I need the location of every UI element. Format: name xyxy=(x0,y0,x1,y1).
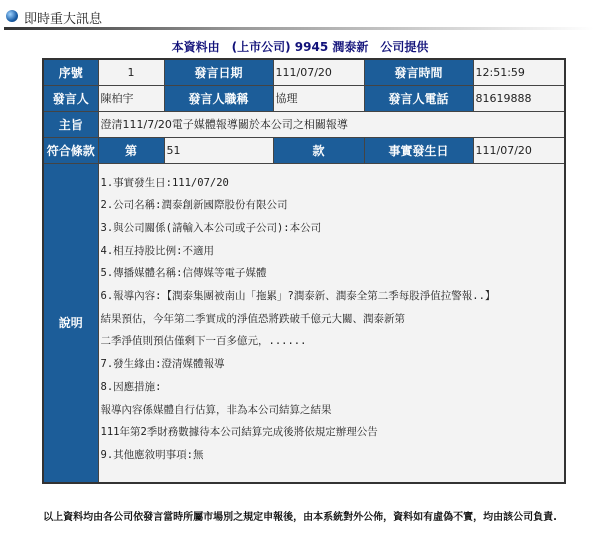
serial-label: 序號 xyxy=(43,59,98,85)
description-line: 8.因應措施: xyxy=(100,380,162,393)
table-row xyxy=(43,137,565,163)
announcement-table xyxy=(42,58,566,484)
event-date-value: 111/07/20 xyxy=(473,137,565,163)
table-row xyxy=(43,59,565,85)
description-line: 1.事實發生日:111/07/20 xyxy=(100,176,229,189)
clause-label: 符合條款 xyxy=(43,137,98,163)
description-line: 9.其他應敘明事項:無 xyxy=(100,448,204,461)
description-line: 5.傳播媒體名稱:信傳媒等電子媒體 xyxy=(100,267,267,280)
provider-subtitle: 本資料由 (上市公司) 9945 潤泰新 公司提供 xyxy=(171,40,429,54)
table-row xyxy=(43,85,565,111)
di-label: 第 xyxy=(98,137,164,163)
description-line: 7.發生緣由:澄清媒體報導 xyxy=(100,358,225,371)
phone-label: 發言人電話 xyxy=(364,85,473,111)
disclaimer-footer: 以上資料均由各公司依發言當時所屬市場別之規定申報後，由本系統對外公佈，資料如有虛偽不實，均由該公司負責. xyxy=(43,512,557,523)
subject-label: 主旨 xyxy=(43,111,98,137)
header-divider xyxy=(4,27,594,30)
phone-value: 81619888 xyxy=(473,85,565,111)
table-row xyxy=(43,163,565,483)
event-date-label: 事實發生日 xyxy=(364,137,473,163)
serial-value: 1 xyxy=(98,59,164,85)
description-line: 結果預估，今年第二季實成的淨值恐將跌破千億元大關、潤泰新第 xyxy=(100,312,405,325)
description-line: 報導內容係媒體自行估算，非為本公司結算之結果 xyxy=(100,403,332,416)
description-line: 4.相互持股比例:不適用 xyxy=(100,244,214,257)
description-line: 3.與公司關係(請輸入本公司或子公司):本公司 xyxy=(100,221,322,234)
description-label: 說明 xyxy=(43,163,98,483)
section-header xyxy=(4,6,594,30)
speaker-label: 發言人 xyxy=(43,85,98,111)
description-value xyxy=(98,163,565,483)
date-label: 發言日期 xyxy=(164,59,273,85)
description-line: 6.報導內容:【潤泰集團被南山「拖累」?潤泰新、潤泰全第二季每股淨值拉警報..】 xyxy=(100,290,496,303)
description-line: 2.公司名稱:潤泰創新國際股份有限公司 xyxy=(100,199,288,212)
description-line: 111年第2季財務數據待本公司結算完成後將依規定辦理公告 xyxy=(100,426,378,439)
table-row xyxy=(43,111,565,137)
section-title: 即時重大訊息 xyxy=(24,12,103,27)
time-label: 發言時間 xyxy=(364,59,473,85)
speaker-value: 陳柏宇 xyxy=(98,85,164,111)
date-value: 111/07/20 xyxy=(273,59,364,85)
speaker-title-label: 發言人職稱 xyxy=(164,85,273,111)
globe-icon xyxy=(6,10,18,22)
speaker-title-value: 協理 xyxy=(273,85,364,111)
subject-value: 澄清111/7/20電子媒體報導關於本公司之相關報導 xyxy=(98,111,565,137)
clause-value: 51 xyxy=(164,137,273,163)
description-line: 二季淨值則預估僅剩下一百多億元，...... xyxy=(100,335,307,348)
time-value: 12:51:59 xyxy=(473,59,565,85)
kuan-label: 款 xyxy=(273,137,364,163)
